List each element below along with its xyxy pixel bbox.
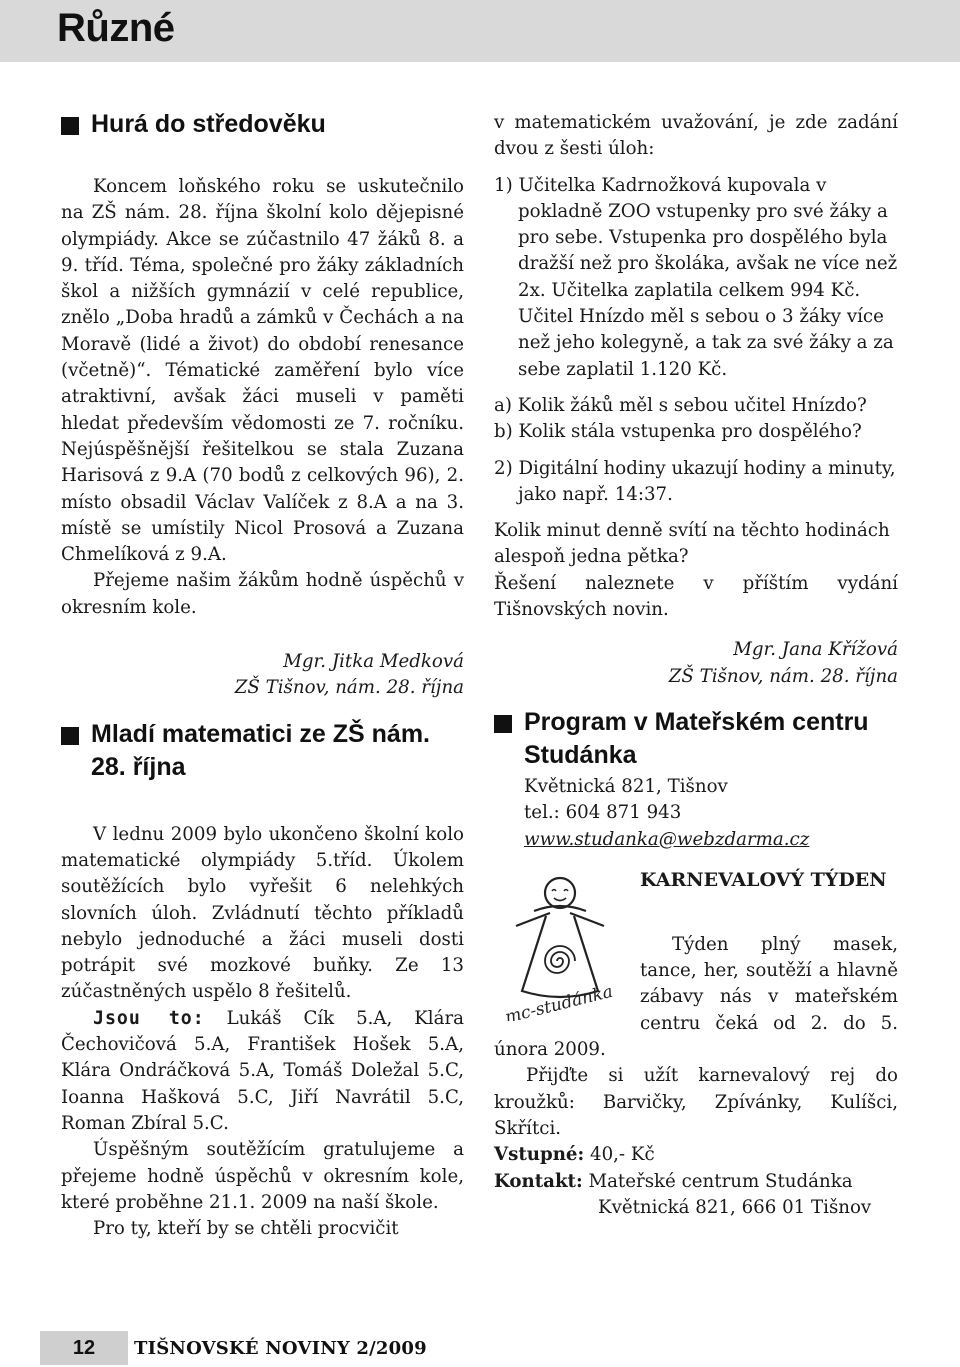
- section-header-bar: [0, 0, 960, 62]
- math-task-2: 2) Digitální hodiny ukazují hodiny a minuty, jako např. 14:37.: [494, 457, 896, 505]
- article2-author: Mgr. Jana Křížová: [733, 639, 898, 661]
- article-title-math: Mladí matematici ze ZŠ nám. 28. října: [61, 718, 464, 784]
- mc-address: Květnická 821, Tišnov: [524, 775, 728, 797]
- math-task-2-question: Kolik minut denně svítí na těchto hodinách alespoň jedna pětka?: [494, 520, 890, 568]
- article1-school: ZŠ Tišnov, nám. 28. října: [234, 677, 464, 699]
- section-title: Různé: [57, 6, 175, 50]
- mc-event-block: [494, 867, 898, 1221]
- article1-author: Mgr. Jitka Medková: [283, 651, 464, 673]
- event-contact: Kontakt: Mateřské centrum Studánka: [494, 1170, 853, 1192]
- right-column: [494, 110, 898, 1221]
- winners-label: Jsou to:: [93, 1007, 205, 1029]
- mc-phone: tel.: 604 871 943: [524, 802, 682, 824]
- page-number: 12: [40, 1331, 128, 1365]
- event-paragraph-1: Týden plný masek, tance, her, soutěží a hlavně zábavy nás v mateřském centru čeká od 2. do 5. února 2009.: [494, 933, 898, 1061]
- math-question-a: a) Kolik žáků měl s sebou učitel Hnízdo?: [494, 394, 867, 416]
- article2-paragraph-4-continued: v matematickém uvažování, je zde zadání dvou z šesti úloh:: [494, 112, 898, 160]
- article2-paragraph-4: Pro ty, kteří by se chtěli procvičit: [93, 1218, 399, 1240]
- article2-school: ZŠ Tišnov, nám. 28. října: [668, 665, 898, 687]
- event-fee: Vstupné: 40,- Kč: [494, 1144, 655, 1166]
- math-question-b: b) Kolik stála vstupenka pro dospělého?: [494, 421, 862, 443]
- article1-paragraph-1: Koncem loňského roku se uskutečnilo na ZŠ nám. 28. října školní kolo dějepisné olympiády. Akce se zúčastnilo 47 žáků 8. a 9. tříd. Téma, společné pro žáky základních škol a nižších gymnázií v celé republice, znělo „Doba hradů a zámků v Čechách a na Moravě (lidé a život) do období renesance (včetně)“. Tématické zaměření bylo více atraktivní, avšak žáci museli v paměti hledat především vědomosti ze 7. ročníku. Nejúspěšnější řešitelkou se stala Zuzana Harisová z 9.A (70 bodů z celkových 96), 2. místo obsadil Václav Valíček z 8.A a na 3. místě se umístily Nicol Prosová a Zuzana Chmelíková z 9.A.: [61, 176, 464, 566]
- event-contact-address: Květnická 821, 666 01 Tišnov: [598, 1196, 872, 1218]
- mc-web-link[interactable]: www.studanka@webzdarma.cz: [524, 828, 810, 850]
- article-title-mc-studanka: Program v Mateřském centru Studánka: [494, 706, 898, 772]
- left-column: [61, 108, 464, 1242]
- article2-paragraph-3: Úspěšným soutěžícím gratulujeme a přejeme hodně úspěchů v okresním kole, které proběhne 21.1. 2009 na naší škole.: [61, 1139, 464, 1213]
- bullet-square-icon: [494, 715, 512, 733]
- article1-paragraph-2: Přejeme našim žákům hodně úspěchů v okresním kole.: [61, 570, 464, 618]
- article2-winners: Jsou to: Lukáš Cík 5.A, Klára Čechovičová 5.A, František Hošek 5.A, Klára Ondráčková 5.A, Tomáš Doležal 5.C, Ioanna Hašková 5.C, Jiří Navrátil 5.C, Roman Zbíral 5.C.: [61, 1007, 464, 1134]
- event-title: KARNEVALOVÝ TÝDEN: [640, 868, 887, 891]
- mc-studanka-logo: [494, 871, 630, 1021]
- publication-title: TIŠNOVSKÉ NOVINY 2/2009: [134, 1338, 427, 1359]
- mc-studanka-logo-drawing: [494, 871, 630, 1021]
- logo-text: mc-studánka: [503, 981, 615, 1021]
- math-task-1: 1) Učitelka Kadrnožková kupovala v pokladně ZOO vstupenky pro své žáky a pro sebe. Vstupenka pro dospělého byla dražší než pro školáka, avšak ne více než 2x. Učitelka zaplatila celkem 994 Kč. Učitel Hnízdo měl s sebou o 3 žáky více než jeho kolegyně, a tak za své žáky a za sebe zaplatil 1.120 Kč.: [494, 174, 898, 380]
- fee-label: Vstupné:: [494, 1144, 585, 1166]
- math-solution-note: Řešení naleznete v příštím vydání Tišnovských novin.: [494, 572, 898, 621]
- contact-label: Kontakt:: [494, 1170, 583, 1192]
- article-title-history: Hurá do středověku: [61, 108, 464, 141]
- event-paragraph-2: Přijďte si užít karnevalový rej do kroužků: Barvičky, Zpívánky, Kulíšci, Skřítci.: [494, 1065, 898, 1139]
- bullet-square-icon: [61, 727, 79, 745]
- article2-paragraph-1: V lednu 2009 bylo ukončeno školní kolo matematické olympiády 5.tříd. Úkolem soutěžících bylo vyřešit 6 nelehkých slovních úloh. Zvládnutí těchto příkladů nebylo jednoduché a žáci museli dosti potrápit své mozkové buňky. Ze 13 zúčastněných uspělo 8 řešitelů.: [61, 823, 464, 1003]
- bullet-square-icon: [61, 117, 79, 135]
